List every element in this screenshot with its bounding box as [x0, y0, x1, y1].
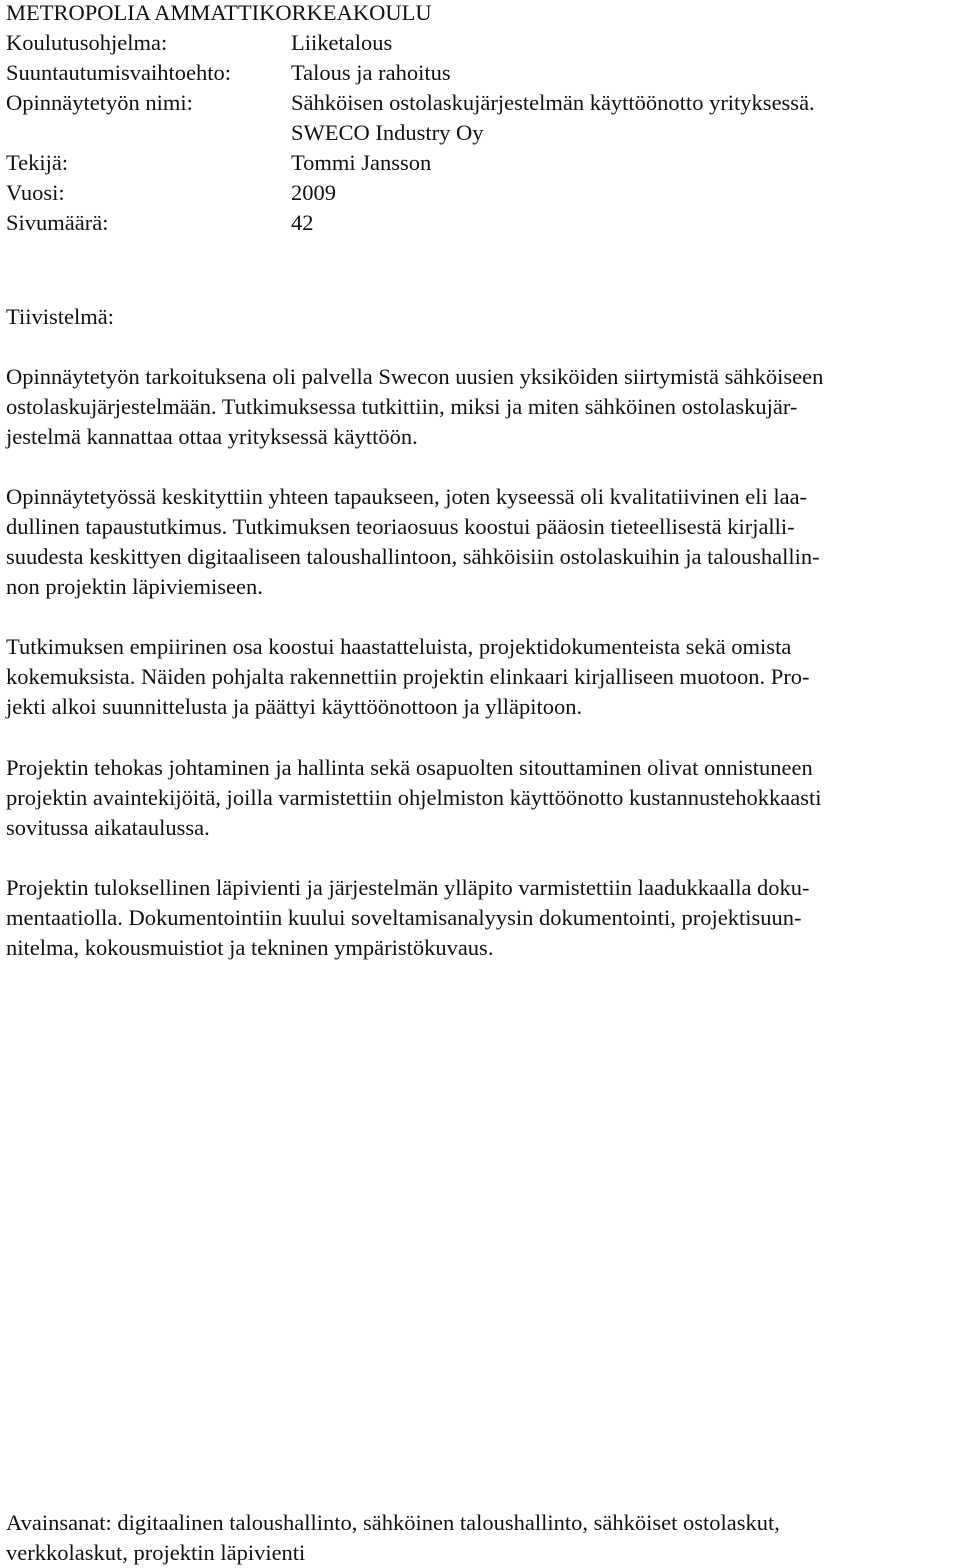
- meta-value: 2009: [291, 180, 336, 205]
- text-line: ostolaskujärjestelmään. Tutkimuksessa tutkittiin, miksi ja miten sähköinen ostolaskujär-: [6, 394, 798, 419]
- text-line: Projektin tuloksellinen läpivienti ja järjestelmän ylläpito varmistettiin laadukkaalla doku-: [6, 875, 810, 900]
- text-line: verkkolaskut, projektin läpivienti: [6, 1540, 306, 1565]
- text-line: kokemuksista. Näiden pohjalta rakennettiin projektin elinkaari kirjalliseen muotoon. Pro-: [6, 664, 810, 689]
- text-line: Opinnäytetyössä keskityttiin yhteen tapaukseen, joten kyseessä oli kvalitatiivinen eli laa-: [6, 484, 808, 509]
- meta-value: Liiketalous: [291, 30, 393, 55]
- text-line: mentaatiolla. Dokumentointiin kuului soveltamisanalyysin dokumentointi, projektisuun-: [6, 905, 802, 930]
- meta-label: Tekijä:: [6, 150, 69, 175]
- text-line: suudesta keskittyen digitaaliseen taloushallintoon, sähköisiin ostolaskuihin ja taloushallin-: [6, 544, 820, 569]
- meta-label: Vuosi:: [6, 180, 65, 205]
- institution-name: METROPOLIA AMMATTIKORKEAKOULU: [6, 0, 432, 25]
- meta-label: Koulutusohjelma:: [6, 30, 168, 55]
- abstract-paragraph-1: [6, 362, 956, 452]
- text-line: non projektin läpiviemiseen.: [6, 574, 263, 599]
- meta-label: Suuntautumisvaihtoehto:: [6, 60, 231, 85]
- meta-value: 42: [291, 210, 314, 235]
- text-line: projektin avaintekijöitä, joilla varmistettiin ohjelmiston käyttöönotto kustannustehokkaasti: [6, 785, 822, 810]
- text-line: sovitussa aikataulussa.: [6, 815, 210, 840]
- keywords: [6, 1508, 956, 1568]
- abstract-paragraph-3: [6, 632, 956, 722]
- meta-label: Sivumäärä:: [6, 210, 109, 235]
- meta-value: Sähköisen ostolaskujärjestelmän käyttöönotto yrityksessä.: [291, 90, 815, 115]
- text-line: jekti alkoi suunnittelusta ja päättyi käyttöönottoon ja ylläpitoon.: [6, 694, 583, 719]
- text-line: Projektin tehokas johtaminen ja hallinta sekä osapuolten sitouttaminen olivat onnistuneen: [6, 755, 813, 780]
- abstract-paragraph-2: [6, 482, 956, 602]
- abstract-paragraph-4: [6, 753, 956, 843]
- text-line: nitelma, kokousmuistiot ja tekninen ympäristökuvaus.: [6, 935, 494, 960]
- abstract-paragraph-5: [6, 873, 956, 963]
- text-line: Avainsanat: digitaalinen taloushallinto, sähköinen taloushallinto, sähköiset ostolaskut,: [6, 1510, 780, 1535]
- meta-value: Tommi Jansson: [291, 150, 432, 175]
- abstract-heading: Tiivistelmä:: [6, 304, 114, 329]
- meta-value: SWECO Industry Oy: [291, 120, 484, 145]
- meta-value: Talous ja rahoitus: [291, 60, 451, 85]
- text-line: jestelmä kannattaa ottaa yrityksessä käyttöön.: [6, 424, 418, 449]
- meta-label: Opinnäytetyön nimi:: [6, 90, 193, 115]
- text-line: dullinen tapaustutkimus. Tutkimuksen teoriaosuus koostui pääosin tieteellisestä kirjalli-: [6, 514, 795, 539]
- text-line: Opinnäytetyön tarkoituksena oli palvella Swecon uusien yksiköiden siirtymistä sähköiseen: [6, 364, 824, 389]
- text-line: Tutkimuksen empiirinen osa koostui haastatteluista, projektidokumenteista sekä omista: [6, 634, 792, 659]
